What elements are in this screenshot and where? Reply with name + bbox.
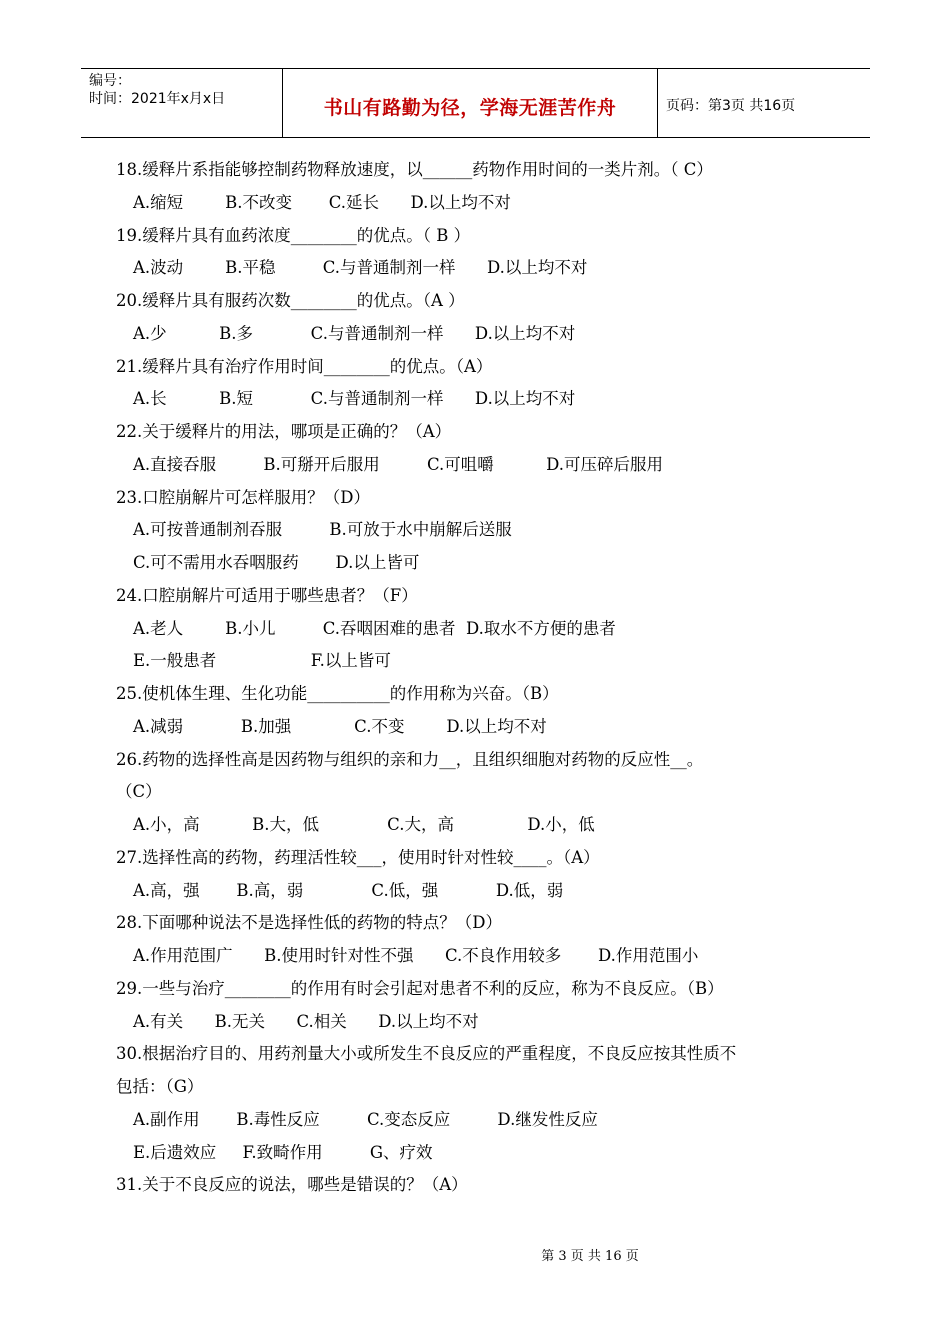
- document-date-label: 时间：2021年x月x日: [89, 91, 226, 107]
- question-text: 包括：（G）: [116, 1077, 204, 1096]
- answer-options: A.高，强 B.高，弱 C.低，强 D.低，弱: [133, 880, 564, 900]
- answer-options: A.波动 B.平稳 C.与普通制剂一样 D.以上均不对: [133, 258, 588, 278]
- answer-options: A.少 B.多 C.与普通制剂一样 D.以上均不对: [133, 323, 576, 343]
- question-text: 18.缓释片系指能够控制药物释放速度，以______药物作用时间的一类片剂。（ C）: [116, 160, 713, 179]
- question-text: 25.使机体生理、生化功能__________的作用称为兴奋。（B）: [116, 684, 559, 703]
- answer-options: A.减弱 B.加强 C.不变 D.以上均不对: [133, 716, 547, 736]
- header-left-cell: [81, 69, 283, 137]
- question-text: 20.缓释片具有服药次数________的优点。（A ）: [116, 291, 465, 310]
- question-text: 22.关于缓释片的用法，哪项是正确的？（A）: [116, 422, 452, 441]
- answer-options: A.小，高 B.大，低 C.大，高 D.小，低: [133, 815, 595, 834]
- answer-options: A.可按普通制剂吞服 B.可放于水中崩解后送服: [133, 520, 512, 540]
- header-page-cell: [658, 69, 870, 137]
- question-text: （C）: [116, 782, 162, 802]
- answer-options: A.作用范围广 B.使用时针对性不强 C.不良作用较多 D.作用范围小: [133, 946, 699, 965]
- answer-options: A.副作用 B.毒性反应 C.变态反应 D.继发性反应: [133, 1109, 598, 1129]
- answer-options: E.一般患者 F.以上皆可: [133, 651, 391, 671]
- page-header: [81, 68, 870, 138]
- answer-options: A.缩短 B.不改变 C.延长 D.以上均不对: [133, 192, 511, 212]
- answer-options: A.老人 B.小儿 C.吞咽困难的患者 D.取水不方便的患者: [133, 618, 616, 638]
- question-text: 31.关于不良反应的说法，哪些是错误的？（A）: [116, 1175, 468, 1195]
- question-text: 24.口腔崩解片可适用于哪些患者？（F）: [116, 585, 418, 605]
- answer-options: C.可不需用水吞咽服药 D.以上皆可: [133, 553, 420, 572]
- question-text: 23.口腔崩解片可怎样服用？（D）: [116, 487, 370, 507]
- page-footer: 第 3 页 共 16 页: [541, 1249, 639, 1264]
- question-text: 30.根据治疗目的、用药剂量大小或所发生不良反应的严重程度，不良反应按其性质不: [116, 1044, 737, 1064]
- header-page-info: 页码：第3页 共16页: [666, 98, 796, 114]
- question-text: 27.选择性高的药物，药理活性较___，使用时针对性较____。（A）: [116, 847, 600, 867]
- header-motto: 书山有路勤为径，学海无涯苦作舟: [323, 97, 617, 119]
- question-text: 29.一些与治疗________的作用有时会引起对患者不利的反应，称为不良反应。（B）: [116, 978, 724, 998]
- answer-options: A.有关 B.无关 C.相关 D.以上均不对: [133, 1011, 479, 1031]
- question-text: 21.缓释片具有治疗作用时间________的优点。（A）: [116, 356, 493, 376]
- question-text: 28.下面哪种说法不是选择性低的药物的特点？（D）: [116, 913, 502, 933]
- question-text: 19.缓释片具有血药浓度________的优点。（ B ）: [116, 225, 471, 245]
- question-text: 26.药物的选择性高是因药物与组织的亲和力__，且组织细胞对药物的反应性__。: [116, 749, 704, 769]
- answer-options: A.长 B.短 C.与普通制剂一样 D.以上均不对: [133, 389, 576, 409]
- header-motto-cell: [283, 69, 658, 137]
- answer-options: E.后遗效应 F.致畸作用 G、疗效: [133, 1142, 433, 1162]
- document-number-label: 编号：: [89, 73, 131, 89]
- answer-options: A.直接吞服 B.可掰开后服用 C.可咀嚼 D.可压碎后服用: [133, 454, 664, 474]
